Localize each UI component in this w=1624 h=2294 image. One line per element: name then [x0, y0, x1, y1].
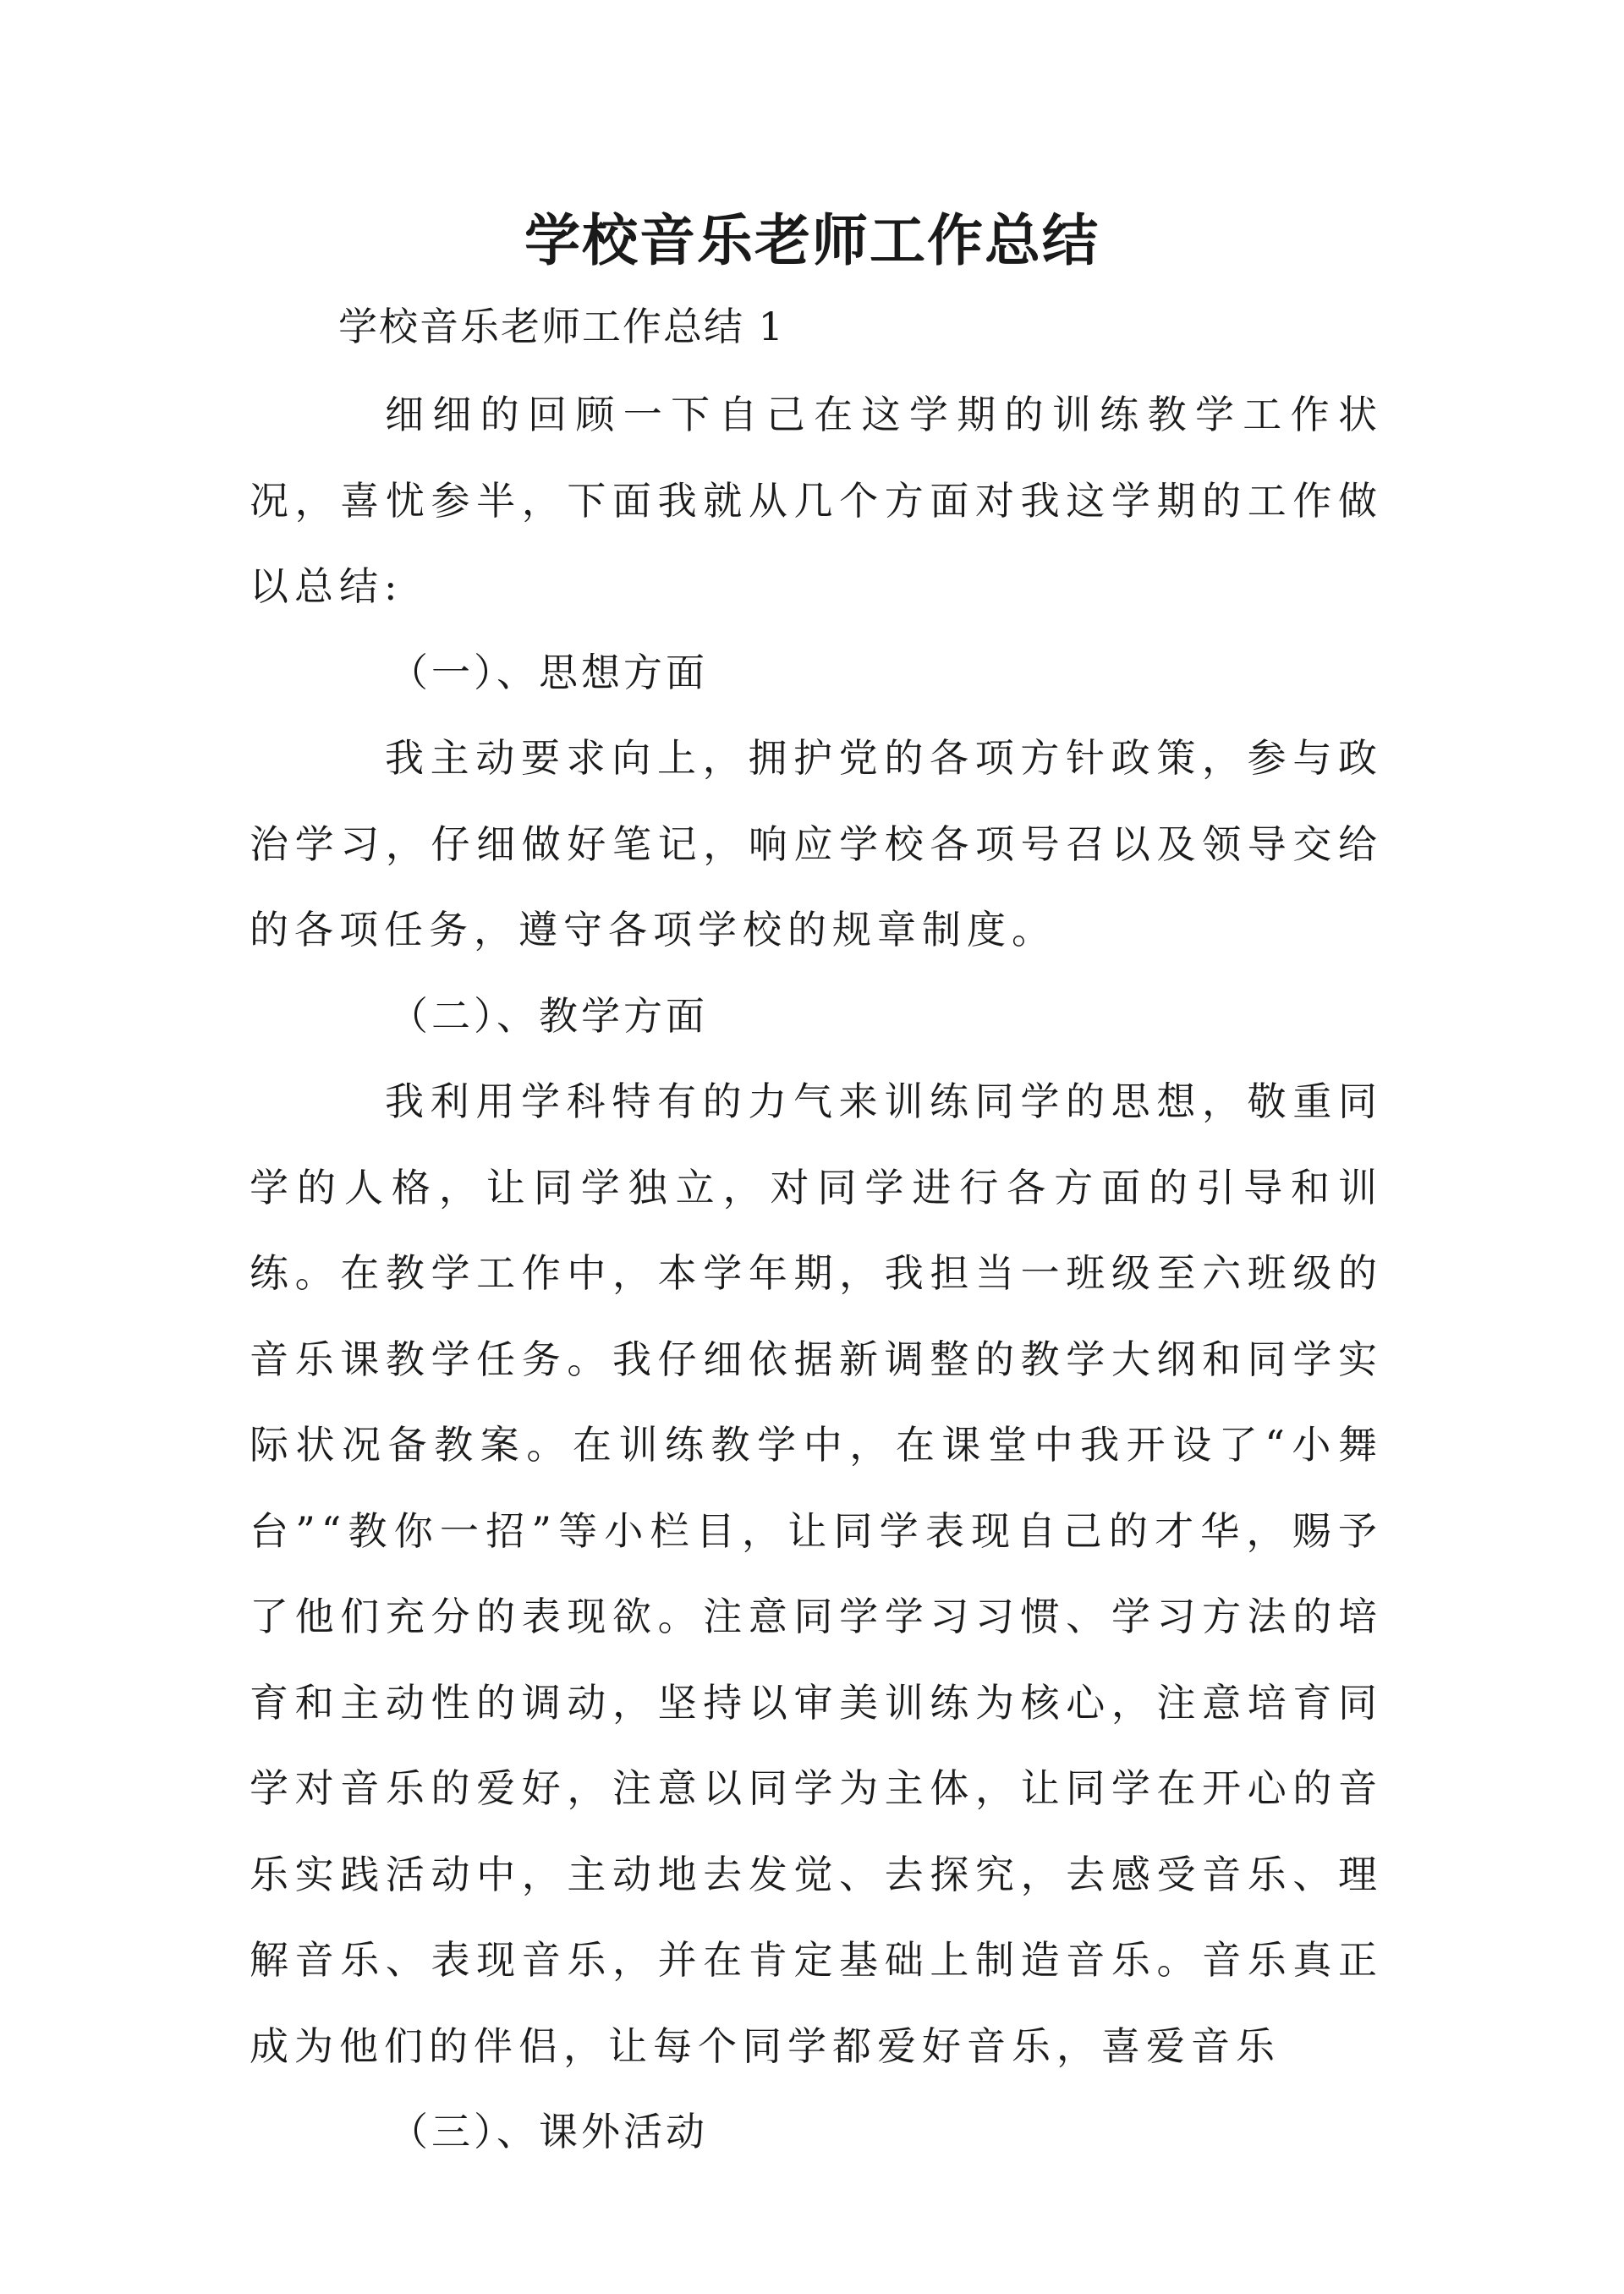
- section-paragraph-teaching: 我利用学科特有的力气来训练同学的思想，敬重同学的人格，让同学独立，对同学进行各方面的引导和训练。在教学工作中，本学年期，我担当一班级至六班级的音乐课教学任务。我仔细依据新调整的教学大纲和同学实际状况备教案。在训练教学中，在课堂中我开设了“小舞台”“教你一招”等小栏目，让同学表现自己的才华，赐予了他们充分的表现欲。注意同学学习习惯、学习方法的培育和主动性的调动，坚持以审美训练为核心，注意培育同学对音乐的爱好，注意以同学为主体，让同学在开心的音乐实践活动中，主动地去发觉、去探究，去感受音乐、理解音乐、表现音乐，并在肯定基础上制造音乐。音乐真正成为他们的伴侣，让每个同学都爱好音乐，喜爱音乐: [250, 1078, 1383, 2069]
- document-body: [250, 372, 1383, 2176]
- section-heading-teaching: （二）、教学方面: [389, 992, 708, 1039]
- intro-paragraph: 细细的回顾一下自己在这学期的训练教学工作状况，喜忧参半，下面我就从几个方面对我这学期的工作做以总结:: [250, 392, 1383, 609]
- section-paragraph-thought: 我主动要求向上，拥护党的各项方针政策，参与政治学习，仔细做好笔记，响应学校各项号召以及领导交给的各项任务，遵守各项学校的规章制度。: [250, 735, 1383, 952]
- document-subtitle: 学校音乐老师工作总结 1: [338, 304, 785, 349]
- section-heading-thought: （一）、思想方面: [389, 649, 708, 695]
- document-title: 学校音乐老师工作总结: [524, 208, 1100, 273]
- section-heading-extracurricular: （三）、课外活动: [389, 2109, 708, 2154]
